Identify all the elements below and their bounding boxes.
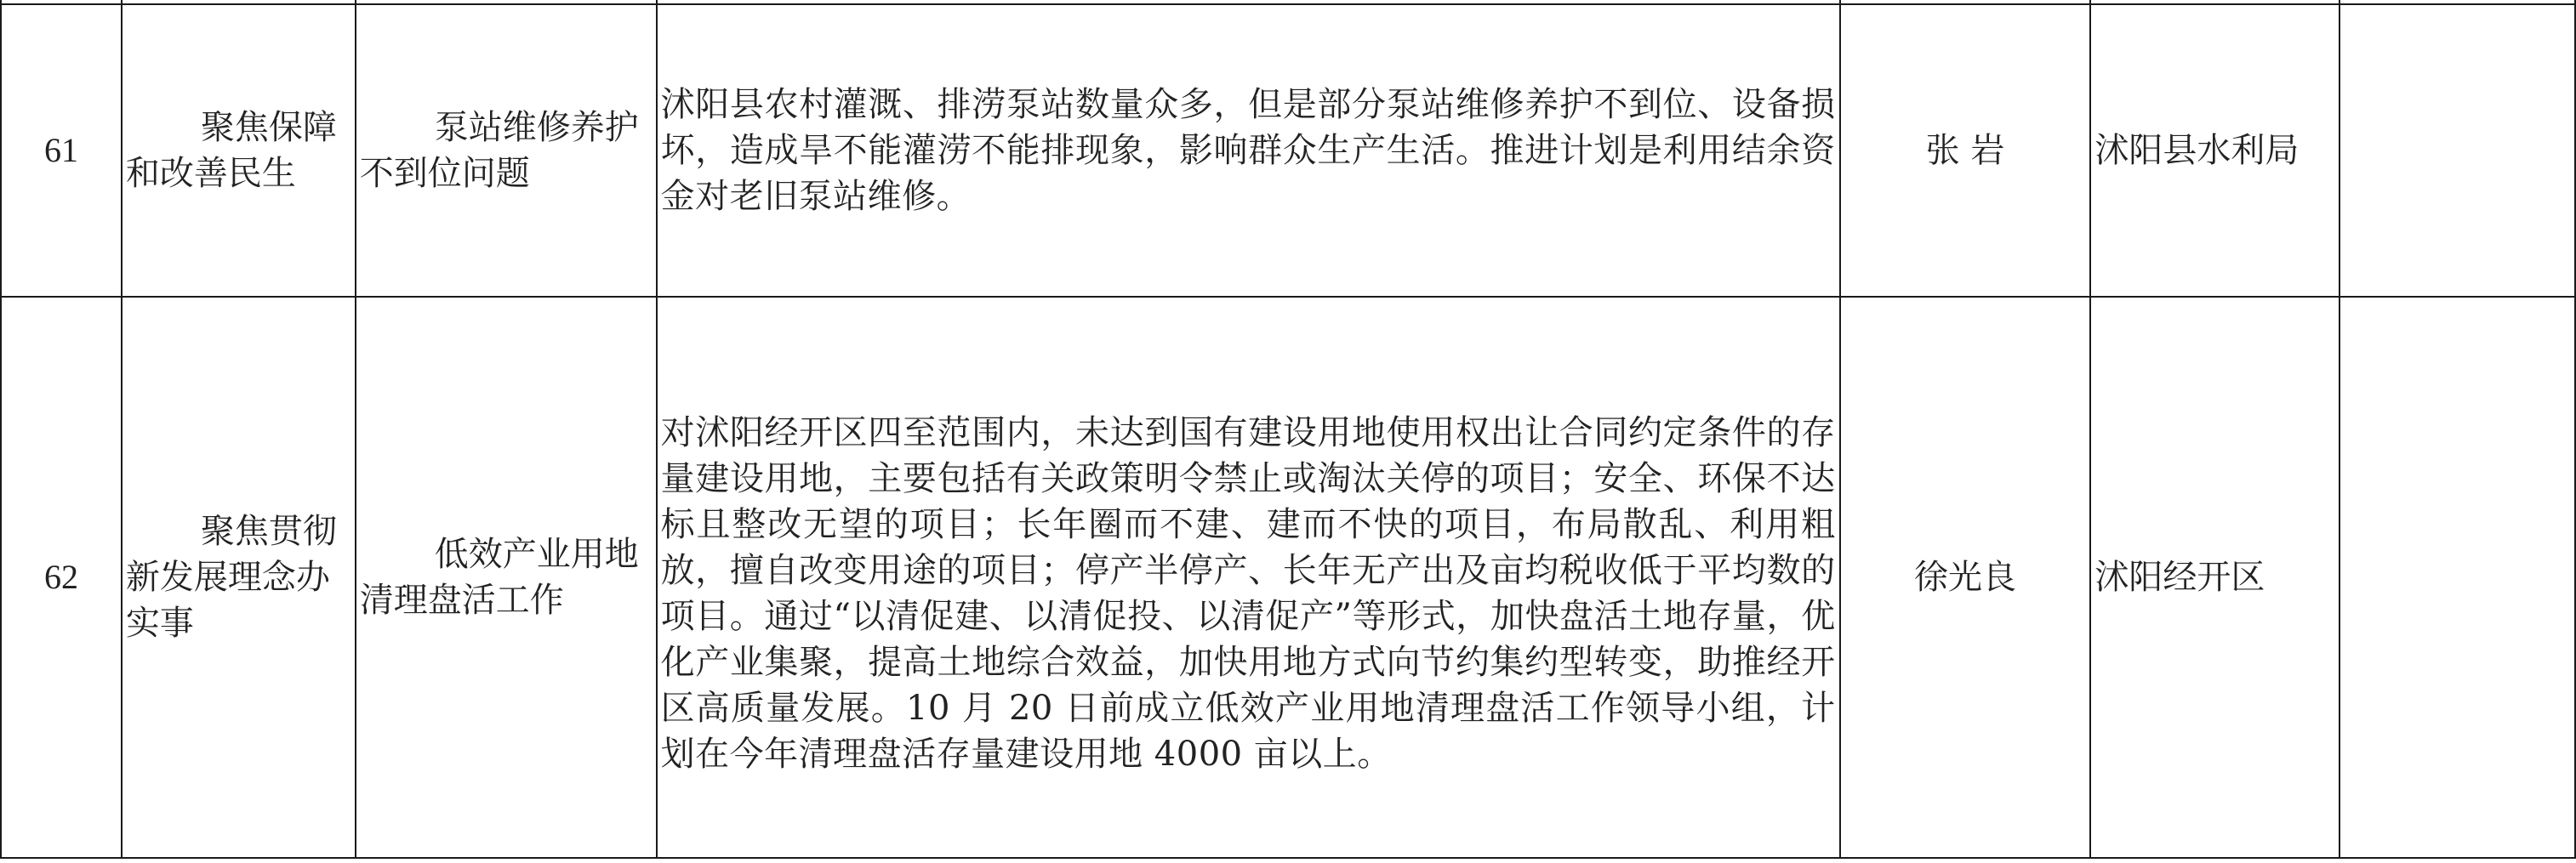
row-remarks xyxy=(2339,297,2575,858)
row-title-text: 泵站维修养护不到位问题 xyxy=(359,108,639,193)
row-description-text: 沭阳县农村灌溉、排涝泵站数量众多，但是部分泵站维修养护不到位、设备损坏，造成旱不能灌涝不能排现象，影响群众生产生活。推进计划是利用结余资金对老旧泵站维修。 xyxy=(660,85,1836,216)
row-title xyxy=(356,4,657,297)
row-description xyxy=(657,4,1840,297)
row-category-text: 聚焦贯彻新发展理念办实事 xyxy=(125,512,337,643)
row-category xyxy=(122,4,356,297)
row-responsible-unit: 沭阳县水利局 xyxy=(2090,4,2339,297)
row-responsible-person: 张 岩 xyxy=(1840,4,2091,297)
row-description-text: 对沭阳经开区四至范围内，未达到国有建设用地使用权出让合同约定条件的存量建设用地，主要包括有关政策明令禁止或淘汰关停的项目；安全、环保不达标且整改无望的项目；长年圈而不建、建而不快的项目，布局散乱、利用粗放，擅自改变用途的项目；停产半停产、长年无产出及亩均税收低于平均数的项目。通过“以清促建、以清促投、以清促产”等形式，加快盘活土地存量，优化产业集聚，提高土地综合效益，加快用地方式向节约集约型转变，助推经开区高质量发展。10 月 20 日前成立低效产业用地清理盘活工作领导小组，计划在今年清理盘活存量建设用地 4000 亩以上。 xyxy=(660,413,1836,774)
row-category xyxy=(122,297,356,858)
row-title xyxy=(356,297,657,858)
row-description xyxy=(657,297,1840,858)
row-responsible-unit xyxy=(2090,297,2339,858)
row-remarks xyxy=(2339,4,2575,297)
row-responsible-unit-text: 沭阳经开区 xyxy=(2094,558,2265,597)
table-row xyxy=(1,4,2575,297)
row-category-text: 聚焦保障和改善民生 xyxy=(125,108,337,193)
row-responsible-person-text: 徐光良 xyxy=(1913,558,2016,597)
row-number: 61 xyxy=(1,4,122,297)
row-title-text: 低效产业用地清理盘活工作 xyxy=(359,535,639,620)
table-row xyxy=(1,297,2575,858)
row-responsible-person xyxy=(1840,297,2091,858)
row-number: 62 xyxy=(1,297,122,858)
